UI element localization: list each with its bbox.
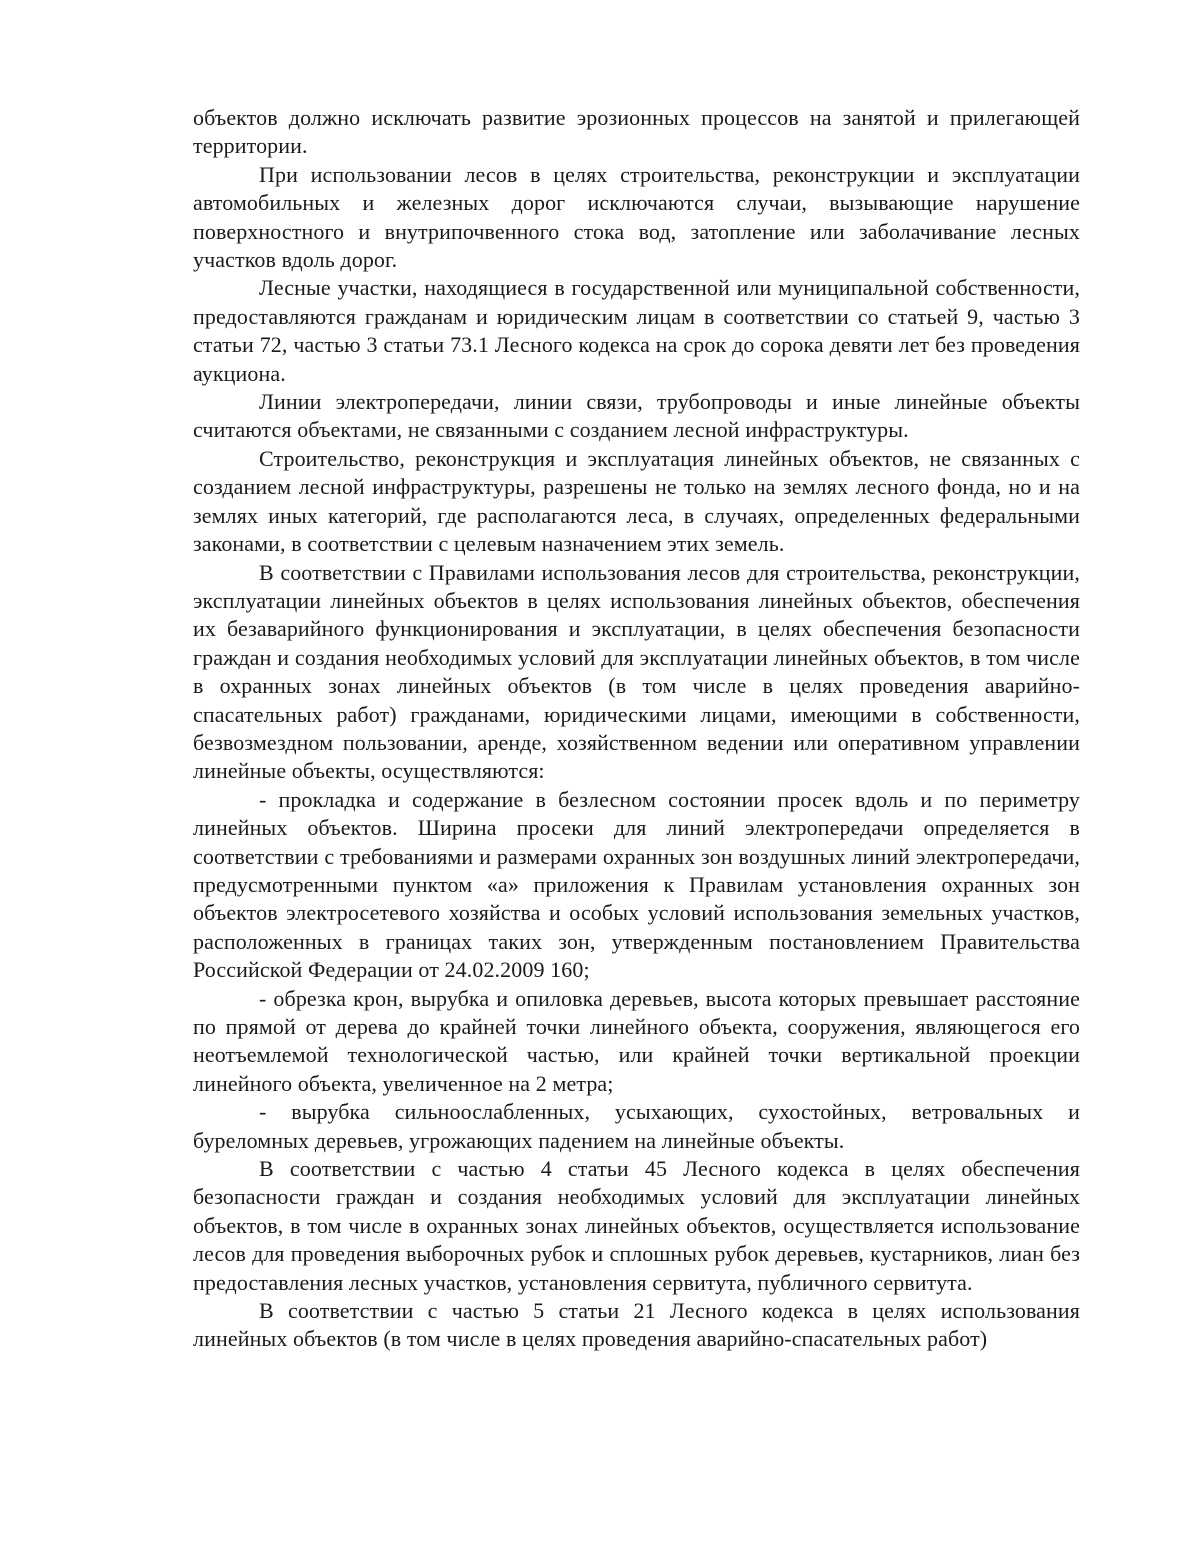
paragraph-5: Строительство, реконструкция и эксплуатация линейных объектов, не связанных с созданием лесной инфраструктуры, разрешены не только на землях лесного фонда, но и на землях иных категорий, где располагаются леса, в случаях, определенных федеральными законами, в соответствии с целевым назначением этих земель.: [193, 445, 1080, 557]
list-item-felling: - вырубка сильноослабленных, усыхающих, сухостойных, ветровальных и буреломных деревьев, угрожающих падением на линейные объекты.: [193, 1099, 1080, 1153]
list-item-clearings: - прокладка и содержание в безлесном состоянии просек вдоль и по периметру линейных объектов. Ширина просеки для линий электропередачи определяется в соответствии с требованиями и размерами охранных зон воздушных линий электропередачи, предусмотренными пунктом «а» приложения к Правилам установления охранных зон объектов электросетевого хозяйства и особых условий использования земельных участков, расположенных в границах таких зон, утвержденным постановлением Правительства Российской Федерации от 24.02.2009 160;: [193, 786, 1080, 983]
list-item-pruning: - обрезка крон, вырубка и опиловка деревьев, высота которых превышает расстояние по прямой от дерева до крайней точки линейного объекта, сооружения, являющегося его неотъемлемой технологической частью, или крайней точки вертикальной проекции линейного объекта, увеличенное на 2 метра;: [193, 985, 1080, 1096]
document-body: [193, 104, 1080, 1354]
paragraph-1: объектов должно исключать развитие эрозионных процессов на занятой и прилегающей территории.: [193, 105, 1080, 159]
paragraph-3: Лесные участки, находящиеся в государственной или муниципальной собственности, предоставляются гражданам и юридическим лицам в соответствии со статьей 9, частью 3 статьи 72, частью 3 статьи 73.1 Лесного кодекса на срок до сорока девяти лет без проведения аукциона.: [193, 275, 1080, 386]
paragraph-11: В соответствии с частью 5 статьи 21 Лесного кодекса в целях использования линейных объектов (в том числе в целях проведения аварийно-спасательных работ): [193, 1298, 1080, 1352]
paragraph-6: В соответствии с Правилами использования лесов для строительства, реконструкции, эксплуатации линейных объектов в целях использования линейных объектов, обеспечения их безаварийного функционирования и эксплуатации, в целях обеспечения безопасности граждан и создания необходимых условий для эксплуатации линейных объектов, в том числе в охранных зонах линейных объектов (в том числе в целях проведения аварийно-спасательных работ) гражданами, юридическими лицами, имеющими в собственности, безвозмездном пользовании, аренде, хозяйственном ведении или оперативном управлении линейные объекты, осуществляются:: [193, 559, 1080, 784]
paragraph-2: При использовании лесов в целях строительства, реконструкции и эксплуатации автомобильных и железных дорог исключаются случаи, вызывающие нарушение поверхностного и внутрипочвенного стока вод, затопление или заболачивание лесных участков вдоль дорог.: [193, 161, 1080, 273]
paragraph-10: В соответствии с частью 4 статьи 45 Лесного кодекса в целях обеспечения безопасности граждан и создания необходимых условий для эксплуатации линейных объектов, в том числе в охранных зонах линейных объектов, осуществляется использование лесов для проведения выборочных рубок и сплошных рубок деревьев, кустарников, лиан без предоставления лесных участков, установления сервитута, публичного сервитута.: [193, 1156, 1080, 1295]
paragraph-4: Линии электропередачи, линии связи, трубопроводы и иные линейные объекты считаются объектами, не связанными с созданием лесной инфраструктуры.: [193, 389, 1080, 443]
